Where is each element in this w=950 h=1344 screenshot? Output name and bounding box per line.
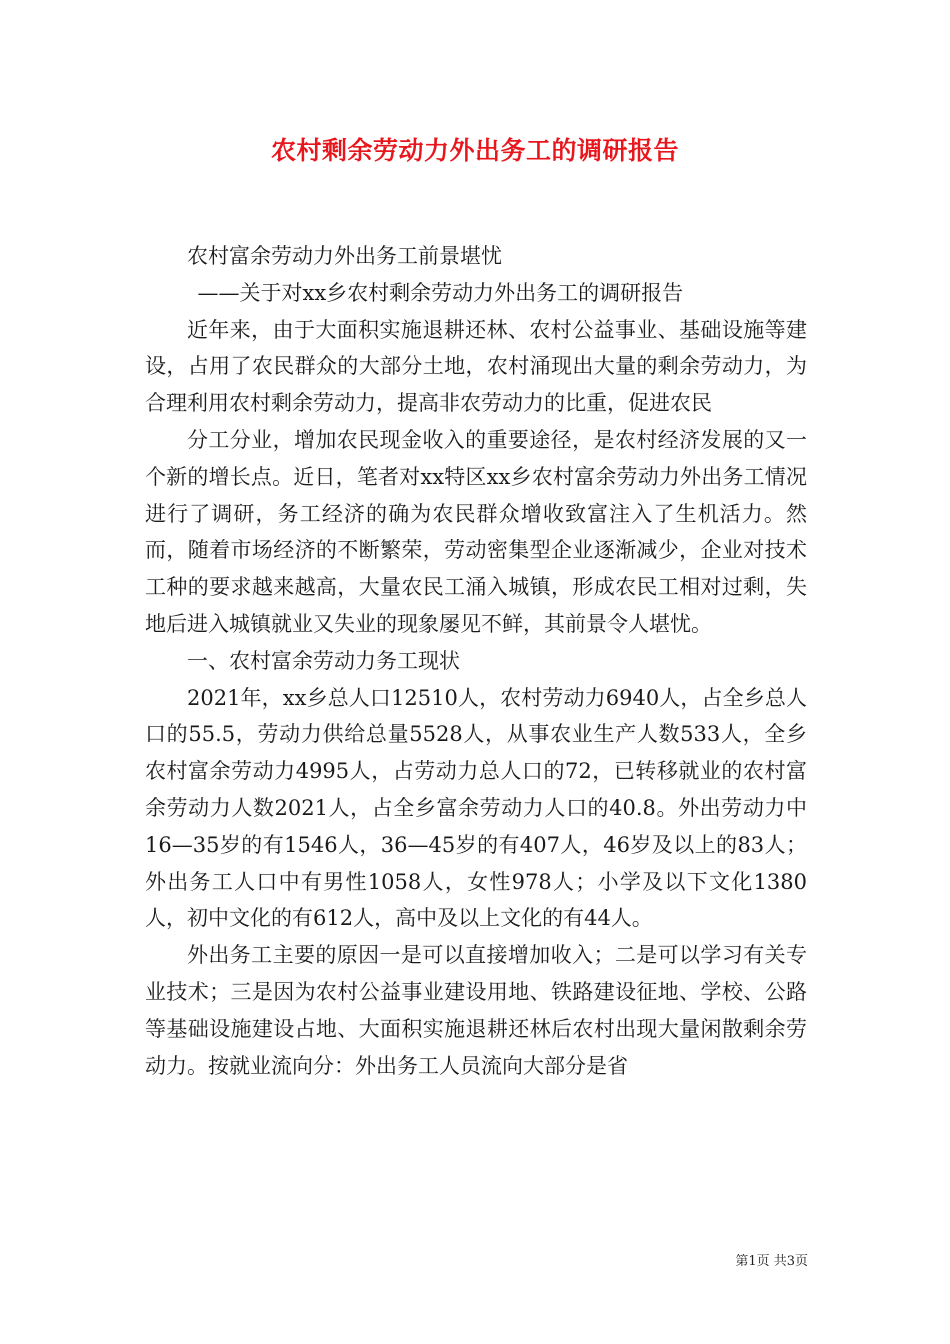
paragraph-background: 分工分业，增加农民现金收入的重要途径，是农村经济发展的又一个新的增长点。近日，笔者对xx特区xx乡农村富余劳动力外出务工情况进行了调研，务工经济的确为农民群众增收致富注入了生机活力。然而，随着市场经济的不断繁荣，劳动密集型企业逐渐减少，企业对技术工种的要求越来越高，大量农民工涌入城镇，形成农民工相对过剩，失地后进入城镇就业又失业的现象屡见不鲜，其前景令人堪忧。 (145, 427, 807, 636)
document-title: 农村剩余劳动力外出务工的调研报告 (270, 136, 679, 165)
report-subtitle: ——关于对xx乡农村剩余劳动力外出务工的调研报告 (197, 280, 684, 305)
document-body (145, 238, 807, 1084)
paragraph-statistics: 2021年，xx乡总人口12510人，农村劳动力6940人，占全乡总人口的55.5，劳动力供给总量5528人，从事农业生产人数533人，全乡农村富余劳动力4995人，占劳动力总人口的72，已转移就业的农村富余劳动力人数2021人，占全乡富余劳动力人口的40.8。外出劳动力中16—35岁的有1546人，36—45岁的有407人，46岁及以上的83人；外出务工人口中有男性1058人，女性978人；小学及以下文化1380人，初中文化的有612人，高中及以上文化的有44人。 (145, 685, 807, 931)
report-headline: 农村富余劳动力外出务工前景堪忧 (187, 244, 502, 268)
paragraph-reasons: 外出务工主要的原因一是可以直接增加收入；二是可以学习有关专业技术；三是因为农村公益事业建设用地、铁路建设征地、学校、公路等基础设施建设占地、大面积实施退耕还林后农村出现大量闲散剩余劳动力。按就业流向分：外出务工人员流向大部分是省 (145, 943, 807, 1078)
page-number: 第1页 共3页 (735, 1254, 808, 1269)
section-heading-status: 一、农村富余劳动力务工现状 (187, 648, 460, 673)
paragraph-intro: 近年来，由于大面积实施退耕还林、农村公益事业、基础设施等建设，占用了农民群众的大部分土地，农村涌现出大量的剩余劳动力，为合理利用农村剩余劳动力，提高非农劳动力的比重，促进农民 (145, 317, 807, 416)
